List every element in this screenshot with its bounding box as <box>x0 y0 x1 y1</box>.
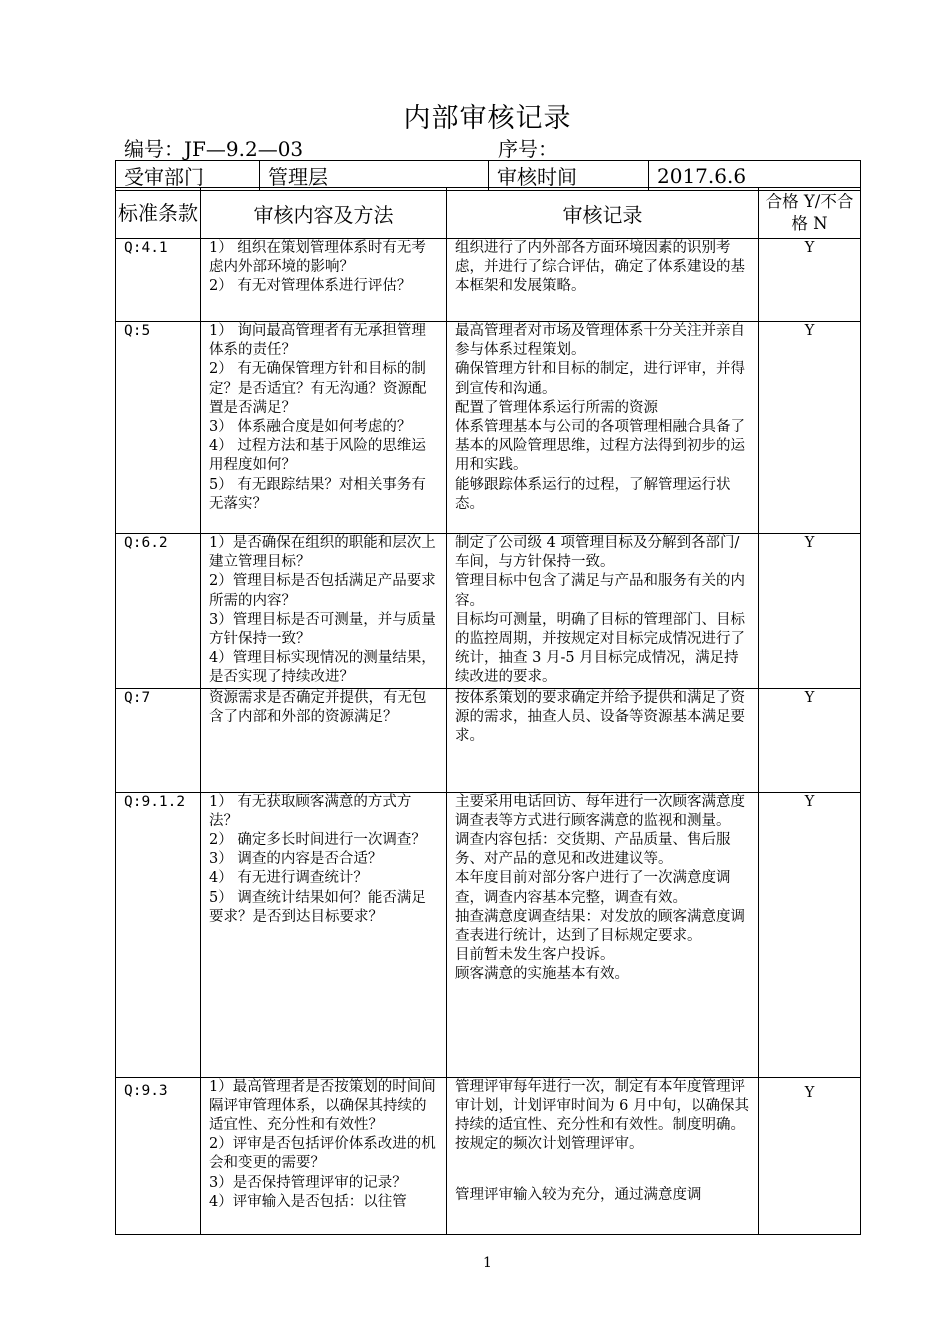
record-header: 审核记录 <box>447 188 759 239</box>
content-header: 审核内容及方法 <box>201 188 447 239</box>
record-cell: 主要采用电话回访、每年进行一次顾客满意度调查表等方式进行顾客满意的监视和测量。 调查内容包括：交货期、产品质量、售后服务、对产品的意见和改进建议等。 本年度目前对部分客户进行了一次满意度调查，调查内容基本完整，调查有效。 抽查满意度调查结果：对发放的顾客满意度调查表进行统计，达到了目标规定要求。 目前暂未发生客户投诉。 顾客满意的实施基本有效。 <box>447 792 759 1077</box>
result-cell: Y <box>759 1077 861 1234</box>
clause-cell: Q:7 <box>116 688 201 792</box>
dept-value: 管理层 <box>260 161 489 191</box>
dept-label: 受审部门 <box>116 161 260 191</box>
document-code: 编号：JF—9.2—03 <box>124 137 304 161</box>
clause-cell: Q:4.1 <box>116 239 201 322</box>
content-cell: 1） 组织在策划管理体系时有无考虑内外部环境的影响？ 2） 有无对管理体系进行评估？ <box>201 239 447 322</box>
audit-time-label: 审核时间 <box>489 161 649 191</box>
content-cell: 1） 询问最高管理者有无承担管理体系的责任？ 2） 有无确保管理方针和目标的制定？是否适宜？有无沟通？资源配置是否满足？ 3） 体系融合度是如何考虑的？ 4） 过程方法和基于风险的思维运用程度如何？ 5） 有无跟踪结果？对相关事务有无落实？ <box>201 322 447 534</box>
page-number: 1 <box>483 1255 492 1271</box>
table-row <box>116 239 861 322</box>
sequence-number-label: 序号： <box>498 137 558 161</box>
clause-cell: Q:9.3 <box>116 1077 201 1234</box>
record-cell: 按体系策划的要求确定并给予提供和满足了资源的需求，抽查人员、设备等资源基本满足要求。 <box>447 688 759 792</box>
result-cell: Y <box>759 792 861 1077</box>
record-cell: 制定了公司级 4 项管理目标及分解到各部门/车间，与方针保持一致。 管理目标中包含了满足与产品和服务有关的内容。 目标均可测量，明确了目标的管理部门、目标的监控周期，并按规定对目标完成情况进行了统计，抽查 3 月-5 月目标完成情况，满足持续改进的要求。 <box>447 534 759 689</box>
table-row <box>116 1077 861 1234</box>
table-row <box>116 792 861 1077</box>
result-cell: Y <box>759 688 861 792</box>
result-cell: Y <box>759 534 861 689</box>
result-cell: Y <box>759 239 861 322</box>
record-cell: 最高管理者对市场及管理体系十分关注并亲自参与体系过程策划。 确保管理方针和目标的制定，进行评审，并得到宣传和沟通。 配置了管理体系运行所需的资源 体系管理基本与公司的各项管理相融合具备了基本的风险管理思维，过程方法得到初步的运用和实践。 能够跟踪体系运行的过程，了解管理运行状态。 <box>447 322 759 534</box>
table-header-row <box>116 188 861 239</box>
content-cell: 1）最高管理者是否按策划的时间间隔评审管理体系，以确保其持续的适宜性、充分性和有效性？ 2）评审是否包括评价体系改进的机会和变更的需要？ 3）是否保持管理评审的记录？ 4）评审输入是否包括：以往管 <box>201 1077 447 1234</box>
audit-record-table <box>115 187 861 1235</box>
content-cell: 1）是否确保在组织的职能和层次上建立管理目标？ 2）管理目标是否包括满足产品要求所需的内容？ 3）管理目标是否可测量，并与质量方针保持一致？ 4）管理目标实现情况的测量结果，是否实现了持续改进？ <box>201 534 447 689</box>
record-cell: 组织进行了内外部各方面环境因素的识别考虑，并进行了综合评估，确定了体系建设的基本框架和发展策略。 <box>447 239 759 322</box>
clause-header: 标准条款 <box>116 188 201 239</box>
table-row <box>116 322 861 534</box>
result-header: 合格 Y/不合格 N <box>759 188 861 239</box>
audit-time-value: 2017.6.6 <box>649 161 861 191</box>
clause-cell: Q:9.1.2 <box>116 792 201 1077</box>
record-cell: 管理评审每年进行一次，制定有本年度管理评审计划，计划评审时间为 6 月中旬，以确保其持续的适宜性、充分性和有效性。制度明确。 按规定的频次计划管理评审。 管理评审输入较为充分，通过满意度调 <box>447 1077 759 1234</box>
clause-cell: Q:5 <box>116 322 201 534</box>
table-row <box>116 688 861 792</box>
document-title: 内部审核记录 <box>403 103 572 134</box>
table-row <box>116 534 861 689</box>
clause-cell: Q:6.2 <box>116 534 201 689</box>
result-cell: Y <box>759 322 861 534</box>
content-cell: 1） 有无获取顾客满意的方式方法？ 2） 确定多长时间进行一次调查？ 3） 调查的内容是否合适？ 4） 有无进行调查统计？ 5） 调查统计结果如何？能否满足要求？是否到达目标要求？ <box>201 792 447 1077</box>
content-cell: 资源需求是否确定并提供，有无包含了内部和外部的资源满足？ <box>201 688 447 792</box>
